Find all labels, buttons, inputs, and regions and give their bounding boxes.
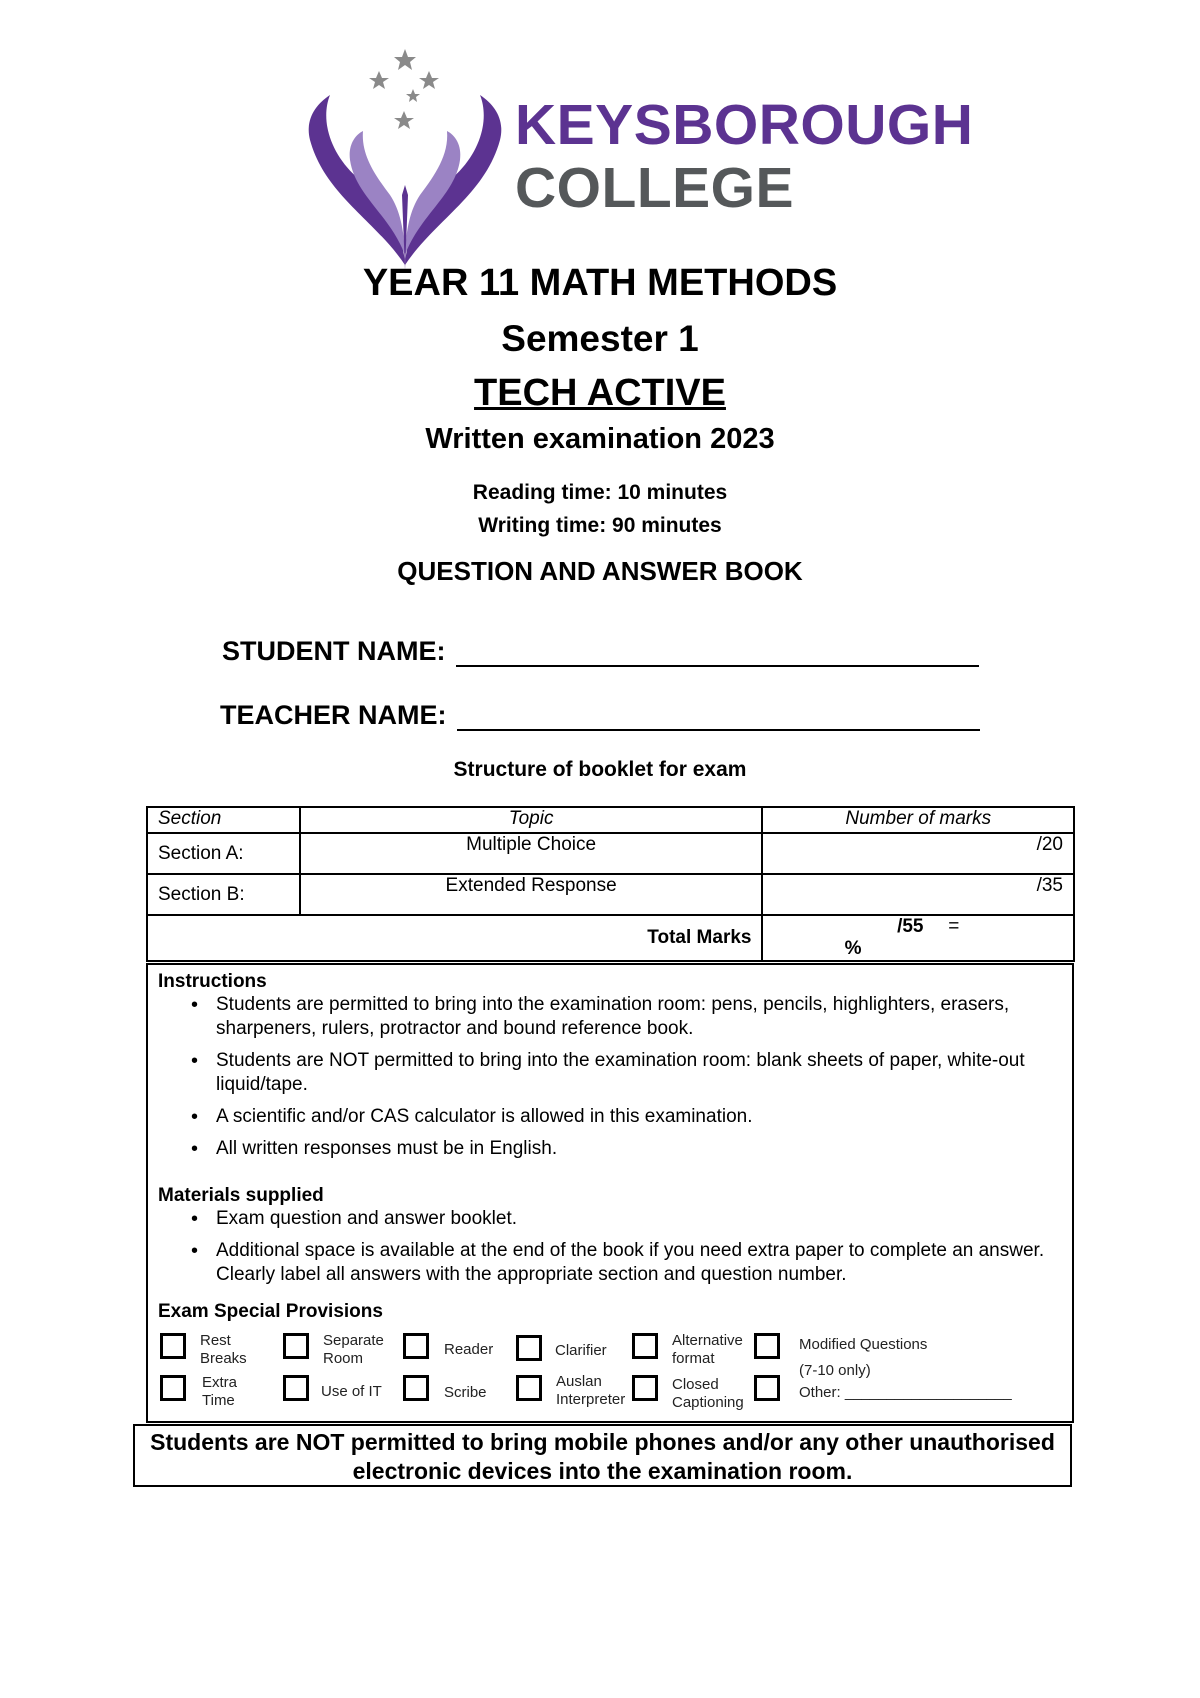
provision-label: Modified Questions (7-10 only) <box>799 1336 928 1379</box>
total-row <box>147 915 1074 961</box>
table-row <box>147 833 1074 874</box>
marks-table <box>146 806 1075 962</box>
logo-text-secondary: COLLEGE <box>515 156 795 220</box>
table-header-row <box>147 807 1074 833</box>
instructions-list <box>158 993 1062 1161</box>
topic-cell: Multiple Choice <box>300 833 763 874</box>
reader-checkbox[interactable] <box>403 1333 429 1359</box>
section-cell: Section B: <box>147 874 300 915</box>
star-icon <box>369 71 389 89</box>
teacher-name-line[interactable] <box>457 705 980 731</box>
provision-label: Clarifier <box>555 1342 607 1359</box>
column-header: Section <box>147 807 300 833</box>
closed-captioning-checkbox[interactable] <box>632 1375 658 1401</box>
instructions-heading: Instructions <box>158 971 267 992</box>
exam-mode: TECH ACTIVE <box>474 372 726 414</box>
marks-cell: /20 <box>762 833 1074 874</box>
list-item: • A scientific and/or CAS calculator is allowed in this examination. <box>158 1105 1062 1129</box>
total-marks: /55 <box>897 916 924 937</box>
list-item: • Additional space is available at the end of the book if you need extra paper to complete an answer. Clearly label all answers with the appropriate section and question number. <box>158 1239 1062 1287</box>
materials-list <box>158 1207 1062 1287</box>
provision-label: Auslan Interpreter <box>556 1373 626 1408</box>
provision-label: Reader <box>444 1341 494 1358</box>
college-emblem-icon <box>305 45 545 270</box>
equals-sign: = <box>948 916 960 937</box>
modified-questions-checkbox[interactable] <box>754 1333 780 1359</box>
provision-label: Scribe <box>444 1384 487 1401</box>
student-name-label: STUDENT NAME: <box>222 636 446 666</box>
rest-breaks-checkbox[interactable] <box>160 1333 186 1359</box>
reading-time: Reading time: 10 minutes <box>472 481 728 504</box>
structure-heading: Structure of booklet for exam <box>453 758 747 781</box>
extra-time-checkbox[interactable] <box>160 1375 186 1401</box>
teacher-name-label: TEACHER NAME: <box>220 700 447 730</box>
book-type: QUESTION AND ANSWER BOOK <box>397 556 803 586</box>
exam-semester: Semester 1 <box>501 318 699 359</box>
instructions-box <box>146 963 1074 1423</box>
provision-label: Closed Captioning <box>672 1376 744 1411</box>
alternative-format-checkbox[interactable] <box>632 1333 658 1359</box>
use-of-it-checkbox[interactable] <box>283 1375 309 1401</box>
star-icon <box>394 49 416 70</box>
percent-sign: % <box>844 938 862 959</box>
table-row <box>147 874 1074 915</box>
warning-box: Students are NOT permitted to bring mobile phones and/or any other unauthorised electronic devices into the examination room. <box>133 1424 1072 1487</box>
scribe-checkbox[interactable] <box>403 1375 429 1401</box>
provision-label: Rest Breaks <box>200 1332 247 1367</box>
list-item: • Exam question and answer booklet. <box>158 1207 1062 1231</box>
list-item: • Students are NOT permitted to bring into the examination room: blank sheets of paper, white-out liquid/tape. <box>158 1049 1062 1097</box>
provision-label: Use of IT <box>321 1383 382 1400</box>
column-header: Topic <box>300 807 763 833</box>
student-name-field[interactable] <box>222 636 979 667</box>
star-icon <box>406 89 420 102</box>
star-icon <box>419 71 439 89</box>
logo-text-primary: KEYSBOROUGH <box>515 93 974 157</box>
star-icon <box>394 111 414 129</box>
list-item: • All written responses must be in English. <box>158 1137 1062 1161</box>
auslan-interpreter-checkbox[interactable] <box>516 1375 542 1401</box>
teacher-name-field[interactable] <box>220 700 980 731</box>
provision-label: Separate Room <box>323 1332 384 1367</box>
column-header: Number of marks <box>762 807 1074 833</box>
materials-heading: Materials supplied <box>158 1185 324 1206</box>
provision-label: Alternative format <box>672 1332 743 1367</box>
topic-cell: Extended Response <box>300 874 763 915</box>
provision-label: Extra Time <box>202 1374 238 1409</box>
student-name-line[interactable] <box>456 641 979 667</box>
other-provision-field[interactable]: Other: ____________________ <box>799 1384 1012 1401</box>
clarifier-checkbox[interactable] <box>516 1335 542 1361</box>
exam-title: YEAR 11 MATH METHODS <box>362 262 838 304</box>
list-item: • Students are permitted to bring into the examination room: pens, pencils, highlighters, erasers, sharpeners, rulers, protractor and bound reference book. <box>158 993 1062 1041</box>
other-checkbox[interactable] <box>754 1375 780 1401</box>
total-label: Total Marks <box>147 915 762 961</box>
writing-time: Writing time: 90 minutes <box>478 514 722 537</box>
total-cell <box>762 915 1074 961</box>
section-cell: Section A: <box>147 833 300 874</box>
provisions-heading: Exam Special Provisions <box>158 1301 383 1322</box>
marks-cell: /35 <box>762 874 1074 915</box>
exam-name: Written examination 2023 <box>425 423 775 455</box>
separate-room-checkbox[interactable] <box>283 1333 309 1359</box>
